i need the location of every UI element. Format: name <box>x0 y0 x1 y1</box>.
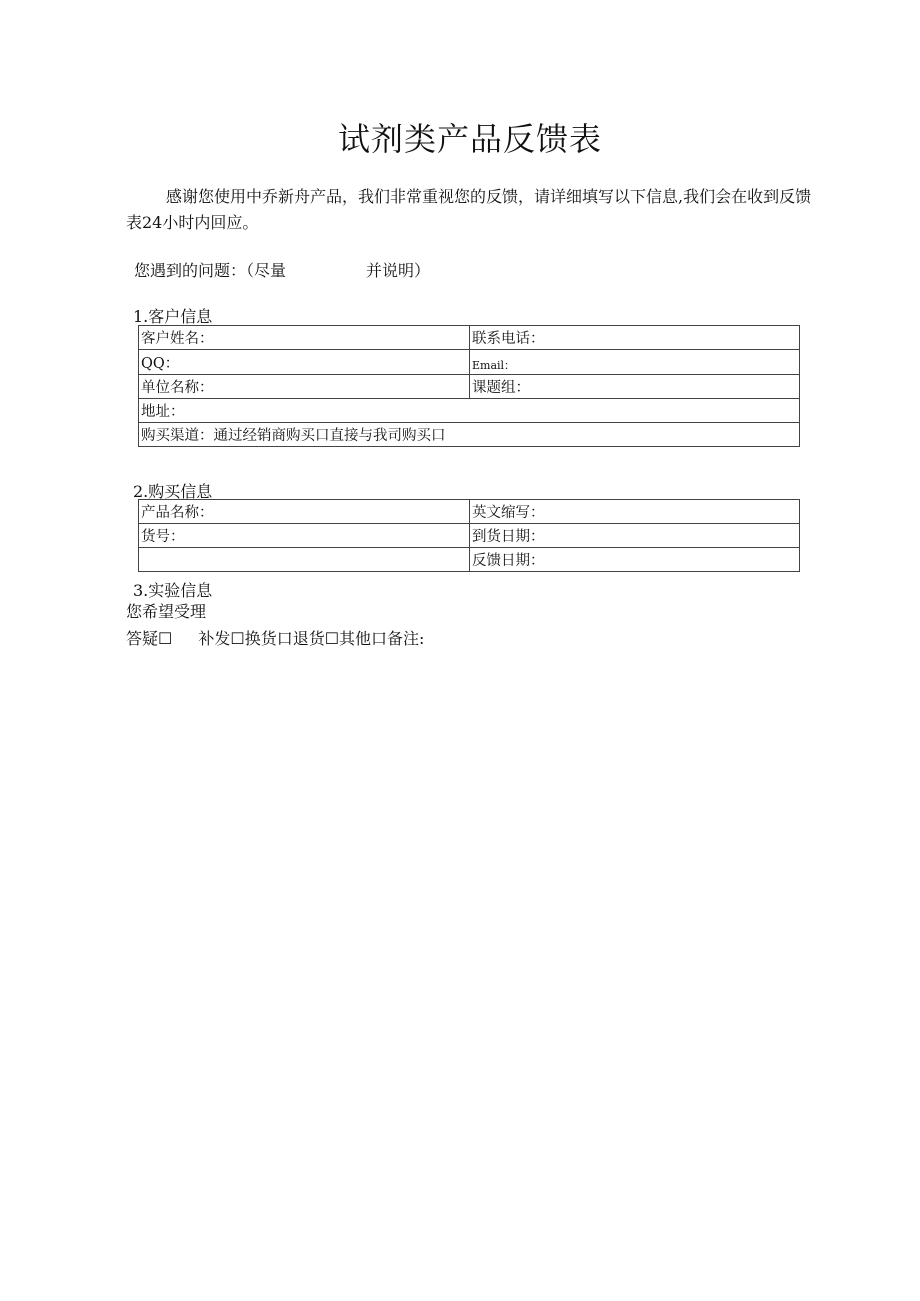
section-experiment-heading: 3.实验信息 <box>133 581 213 600</box>
table-row <box>139 399 800 423</box>
table-row <box>139 326 800 350</box>
problem-suffix: 并说明） <box>366 261 431 280</box>
feedback-date-field[interactable]: 反馈日期： <box>470 548 800 572</box>
email-field[interactable]: Email： <box>470 350 800 375</box>
intro-paragraph: 感谢您使用中乔新舟产品，我们非常重视您的反馈，请详细填写以下信息,我们会在收到反馈表24小时内回应。 <box>126 187 812 232</box>
table-row <box>139 500 800 524</box>
company-field[interactable]: 单位名称： <box>139 375 470 399</box>
table-row <box>139 423 800 447</box>
phone-field[interactable]: 联系电话： <box>470 326 800 350</box>
page-title: 试剂类产品反馈表 <box>337 120 602 158</box>
table-row <box>139 524 800 548</box>
table-row <box>139 375 800 399</box>
section-customer-heading: 1.客户信息 <box>133 307 213 326</box>
customer-name-field[interactable]: 客户姓名： <box>139 326 470 350</box>
arrival-date-field[interactable]: 到货日期： <box>470 524 800 548</box>
english-abbr-field[interactable]: 英文缩写： <box>470 500 800 524</box>
address-field[interactable]: 地址： <box>139 399 800 423</box>
problem-line <box>134 258 430 281</box>
table-row <box>139 350 800 375</box>
section-purchase-heading: 2.购买信息 <box>133 482 213 501</box>
customer-info-table <box>138 325 800 447</box>
product-name-field[interactable]: 产品名称： <box>139 500 470 524</box>
table-row <box>139 548 800 572</box>
purchase-channel-field[interactable]: 购买渠道：通过经销商购买口直接与我司购买口 <box>139 423 800 447</box>
option-qa-checkbox[interactable]: 答疑☐ <box>126 629 173 648</box>
research-group-field[interactable]: 课题组： <box>470 375 800 399</box>
hope-label: 您希望受理 <box>126 602 207 621</box>
problem-prefix: 您遇到的问题：（尽量 <box>134 261 287 280</box>
blank-field[interactable] <box>139 548 470 572</box>
item-number-field[interactable]: 货号： <box>139 524 470 548</box>
option-other-checkboxes[interactable]: 补发☐换货口退货☐其他口备注: <box>198 629 425 648</box>
qq-field[interactable]: QQ： <box>139 350 470 375</box>
purchase-info-table <box>138 499 800 572</box>
service-options-line <box>126 626 424 649</box>
